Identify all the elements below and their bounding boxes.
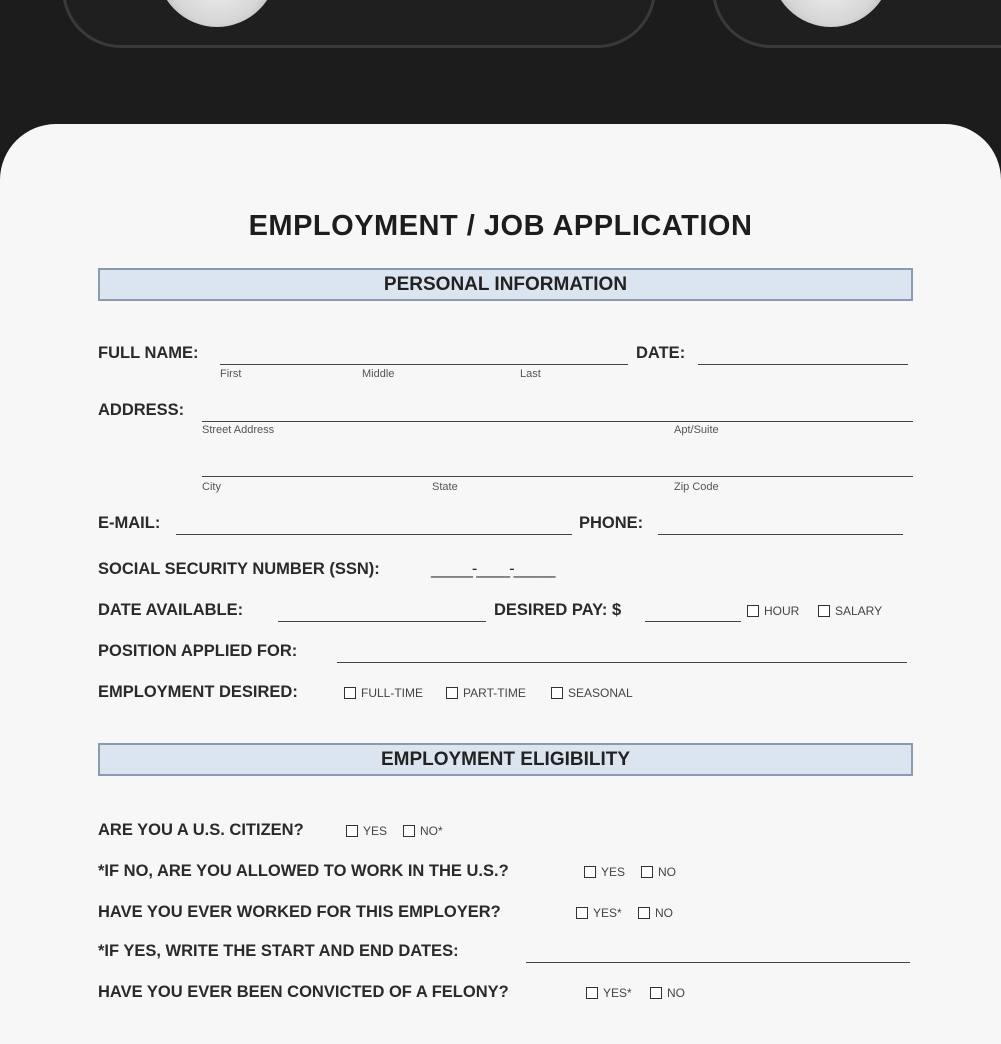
date-field[interactable] (698, 364, 908, 365)
apt-suite-hint: Apt/Suite (674, 424, 719, 436)
allowed-to-work-yes-option[interactable] (584, 865, 625, 879)
document-preview-card (0, 124, 1001, 1044)
question-us-citizen: ARE YOU A U.S. CITIZEN? (98, 821, 304, 839)
full-time-option-label: FULL-TIME (361, 686, 424, 700)
hour-checkbox[interactable] (747, 605, 759, 617)
allowed-to-work-no-checkbox[interactable] (641, 866, 653, 878)
salary-checkbox[interactable] (818, 605, 830, 617)
question-worked-for-employer: HAVE YOU EVER WORKED FOR THIS EMPLOYER? (98, 903, 501, 921)
start-end-dates-field[interactable] (526, 962, 910, 963)
salary-option-label: SALARY (835, 604, 883, 618)
phone-field[interactable] (658, 534, 903, 535)
email-field[interactable] (176, 534, 572, 535)
hour-option-label: HOUR (764, 604, 800, 618)
felony-no-option[interactable] (650, 986, 685, 1000)
felony-no-checkbox[interactable] (650, 987, 662, 999)
date-available-field[interactable] (278, 621, 486, 622)
date-label: DATE: (636, 344, 686, 362)
us-citizen-no-label: NO* (420, 824, 443, 838)
worked-for-employer-no-checkbox[interactable] (638, 907, 650, 919)
question-felony: HAVE YOU EVER BEEN CONVICTED OF A FELONY? (98, 983, 509, 1001)
pay-salary-option[interactable] (818, 604, 882, 618)
full-time-option[interactable] (344, 686, 423, 700)
allowed-to-work-yes-checkbox[interactable] (584, 866, 596, 878)
seasonal-option[interactable] (551, 686, 633, 700)
middle-name-hint: Middle (362, 368, 395, 380)
felony-no-label: NO (667, 986, 685, 1000)
zip-code-hint: Zip Code (674, 481, 719, 493)
city-state-zip-field[interactable] (202, 476, 913, 477)
thumbnail-card-right[interactable] (712, 0, 1001, 48)
part-time-checkbox[interactable] (446, 687, 458, 699)
seasonal-checkbox[interactable] (551, 687, 563, 699)
worked-for-employer-no-option[interactable] (638, 906, 673, 920)
felony-yes-option[interactable] (586, 986, 632, 1000)
street-address-hint: Street Address (202, 424, 275, 436)
question-allowed-to-work: *IF NO, ARE YOU ALLOWED TO WORK IN THE U.S.? (98, 862, 509, 880)
worked-for-employer-yes-option[interactable] (576, 906, 622, 920)
part-time-option[interactable] (446, 686, 526, 700)
thumbnail-image (771, 0, 891, 27)
desired-pay-field[interactable] (645, 621, 741, 622)
ssn-label: SOCIAL SECURITY NUMBER (SSN): (98, 560, 380, 578)
part-time-option-label: PART-TIME (463, 686, 526, 700)
felony-yes-label: YES* (603, 986, 632, 1000)
section-personal-information: PERSONAL INFORMATION (98, 268, 913, 301)
us-citizen-yes-option[interactable] (346, 824, 387, 838)
seasonal-option-label: SEASONAL (568, 686, 633, 700)
date-available-label: DATE AVAILABLE: (98, 601, 244, 619)
position-label: POSITION APPLIED FOR: (98, 642, 298, 660)
pay-hour-option[interactable] (747, 604, 799, 618)
state-hint: State (432, 481, 458, 493)
ssn-field[interactable]: _____-____-_____ (431, 560, 555, 578)
position-field[interactable] (337, 662, 907, 663)
full-name-field[interactable] (220, 364, 628, 365)
form-title: EMPLOYMENT / JOB APPLICATION (248, 210, 753, 242)
address-label: ADDRESS: (98, 401, 185, 419)
employment-desired-label: EMPLOYMENT DESIRED: (98, 683, 298, 701)
us-citizen-yes-label: YES (363, 824, 388, 838)
worked-for-employer-yes-checkbox[interactable] (576, 907, 588, 919)
phone-label: PHONE: (579, 514, 644, 532)
street-address-field[interactable] (202, 421, 913, 422)
worked-for-employer-no-label: NO (655, 906, 673, 920)
section-employment-eligibility: EMPLOYMENT ELIGIBILITY (98, 743, 913, 776)
full-time-checkbox[interactable] (344, 687, 356, 699)
desired-pay-label: DESIRED PAY: $ (494, 601, 622, 619)
first-name-hint: First (220, 368, 242, 380)
us-citizen-no-checkbox[interactable] (403, 825, 415, 837)
thumbnail-image (157, 0, 277, 27)
question-start-end-dates: *IF YES, WRITE THE START AND END DATES: (98, 942, 459, 960)
last-name-hint: Last (520, 368, 541, 380)
worked-for-employer-yes-label: YES* (593, 906, 622, 920)
us-citizen-no-option[interactable] (403, 824, 443, 838)
full-name-label: FULL NAME: (98, 344, 199, 362)
city-hint: City (202, 481, 221, 493)
allowed-to-work-yes-label: YES (601, 865, 626, 879)
felony-yes-checkbox[interactable] (586, 987, 598, 999)
allowed-to-work-no-option[interactable] (641, 865, 676, 879)
job-application-form (0, 124, 1001, 1044)
email-label: E-MAIL: (98, 514, 161, 532)
allowed-to-work-no-label: NO (658, 865, 676, 879)
thumbnail-card-left[interactable] (62, 0, 656, 48)
us-citizen-yes-checkbox[interactable] (346, 825, 358, 837)
